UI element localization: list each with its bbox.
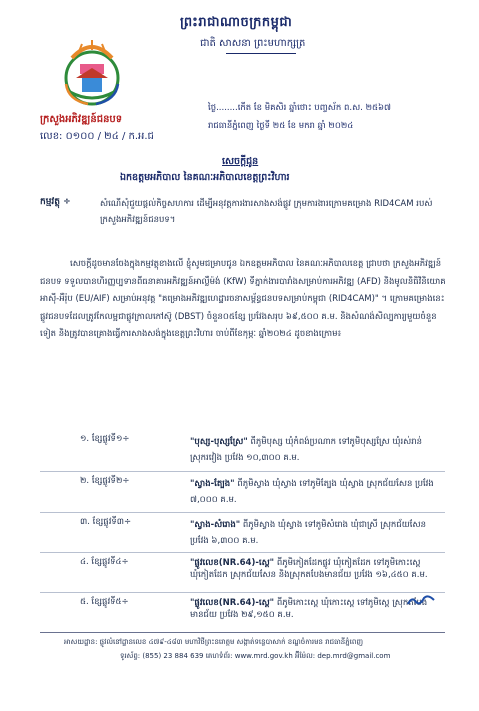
road-item-desc	[190, 434, 440, 466]
road-item-name: "ស្វាង-សំរោង"	[190, 520, 241, 530]
road-item-name: "ស្វាង-ត្បែង"	[190, 479, 235, 489]
road-item-desc	[190, 557, 440, 581]
subject-label: កម្មវត្ថុ ÷	[40, 197, 71, 207]
reference-number: លេខ: ០១០០ / ២៤ / ក.អ.ជ	[40, 131, 154, 142]
national-motto: ជាតិ សាសនា ព្រះមហាក្សត្រ	[200, 38, 306, 49]
motto-divider	[226, 53, 296, 54]
row-divider	[40, 512, 445, 513]
ministry-logo-icon	[58, 38, 126, 110]
signature-mark	[406, 592, 436, 608]
row-divider	[40, 552, 445, 553]
subject-text: សំណើសុំជួយផ្តល់កិច្ចសហការ ដើម្បីអនុវត្តការងារសាងសង់ផ្លូវ ក្រុមការងារក្រោមគម្រោង RID4CAM របស់ក្រសួងអភិវឌ្ឍន៍ជនបទ។	[100, 199, 433, 225]
road-item-detail: ពីភូមិស្វាង ឃុំស្វាង ទៅភូមិត្បែង ឃុំស្វាង ស្រុកជ័យសែន ប្រវែង ៧,០០០ គ.ម.	[190, 479, 434, 505]
road-item-desc	[190, 517, 440, 549]
road-item-name: "បុស្ស-បុស្សស្រែ"	[190, 437, 248, 447]
road-item-label: ២. ខ្សែផ្លូវទី២÷	[80, 476, 130, 486]
recipient: ឯកឧត្តមអភិបាល នៃគណៈអភិបាលខេត្តព្រះវិហារ	[120, 172, 290, 183]
road-item-name: "ផ្លូវលេខ(NR.64)-ស្ពេ"	[190, 558, 275, 568]
road-item-label: ៥. ខ្សែផ្លូវទី៥÷	[80, 597, 129, 607]
road-item-label: ៣. ខ្សែផ្លូវទី៣÷	[80, 517, 132, 527]
kingdom-heading: ព្រះរាជាណាចក្រកម្ពុជា	[180, 15, 293, 30]
row-divider	[40, 471, 445, 472]
road-item-detail: ពីភូមិស្វាង ឃុំស្វាង ទៅភូមិសំរោង ឃុំជាស្រី ស្រុកជ័យសែន ប្រវែង ៦,៣០០ គ.ម.	[190, 520, 426, 546]
road-item-detail: ពីភូមិកៀតដែកផ្លូវ ឃុំកៀតដែក ទៅភូមិកោះស្ពេ ឃុំកៀតដែក ស្រុកជ័យសែន និងស្រុកតបែងមានជ័យ ប្រវែង ១៦,៤៥០ គ.ម.	[190, 558, 428, 580]
ministry-name: ក្រសួងអភិវឌ្ឍន៍ជនបទ	[40, 114, 123, 125]
lunar-date: ថ្ងៃ........កើត ខែ មិគសិរ ឆ្នាំថោះ បញ្ចស័ក ព.ស. ២៥៦៧	[208, 103, 392, 113]
footer-address: អាសយដ្ឋាន: ផ្លូវលំនៅដ្ឋានលេខ ៤៧៩-៤៨៣ មហាវិថីព្រះនរោត្តម សង្កាត់ទន្លេបាសាក់ ខណ្ឌចំការមន រាជធានីភ្នំពេញ	[64, 638, 363, 646]
road-item-detail: ពីភូមិកោះស្ពេ ឃុំកោះស្ពេ ទៅភូមិស្ពេ ស្រុកតបែងមានជ័យ ប្រវែង ២៩,១៥០ គ.ម.	[190, 598, 428, 620]
road-item-desc	[190, 597, 440, 621]
solar-date: រាជធានីភ្នំពេញ ថ្ងៃទី ២៥ ខែ មករា ឆ្នាំ ២០២៤	[208, 121, 354, 131]
road-item-name: "ផ្លូវលេខ(NR.64)-ស្ពេ"	[190, 598, 275, 608]
document-type: សេចក្តីជូន	[222, 156, 259, 167]
road-item-desc	[190, 476, 440, 508]
footer-contact: ទូរស័ព្ទ: (855) 23 884 639 គេហទំព័រ: www.mrd.gov.kh អ៊ីម៉ែល: dep.mrd@gmail.com	[120, 652, 391, 660]
row-divider	[40, 592, 445, 593]
road-item-detail: ពីភូមិបុស្ស ឃុំកំពង់ប្រណាក ទៅភូមិបុស្សស្រែ ឃុំរស់រាន់ ស្រុករវៀង ប្រវែង ១០,៣០០ គ.ម.	[190, 437, 423, 463]
road-item-label: ១. ខ្សែផ្លូវទី១÷	[80, 434, 130, 444]
road-item-label: ៤. ខ្សែផ្លូវទី៤÷	[80, 557, 129, 567]
footer-divider	[40, 632, 445, 633]
body-paragraph: សេចក្តីដូចមានចែងក្នុងកម្មវត្ថុខាងលើ ខ្ញុំសូមជម្រាបជូន ឯកឧត្តមអភិបាល នៃគណៈអភិបាលខេត្ត ជ្រាបថា ក្រសួងអភិវឌ្ឍន៍ជនបទ ទទួលបានហិរញ្ញប្បទានពីធនាគារអភិវឌ្ឍន៍អាល្លឺម៉ង់ (KfW) ទីភ្នាក់ងារបារាំងសម្រាប់ការអភិវឌ្ឍ (AFD) និងមូលនិធិវិនិយោគអាស៊ី-អឺរ៉ុប (EU/AIF) សម្រាប់អនុវត្ត "គម្រោងអភិវឌ្ឍហេដ្ឋារចនាសម្ព័ន្ធជនបទសម្រាប់កម្ពុជា (RID4CAM)" ។ ក្រោមគម្រោងនេះ ផ្លូវជនបទដែលត្រូវកែលម្អជាផ្លូវក្រាលកៅស៊ូ (DBST) ចំនួន០៥ខ្សែ ប្រវែងសរុប ៦៩,៥០០ គ.ម. និងសំណង់សិល្បការ្យមួយចំនួនទៀត និងត្រូវបានគ្រោងធ្វើការសាងសង់ក្នុងខេត្តព្រះវិហារ ចាប់ពីខែកុម្ភៈ ឆ្នាំ២០២៤ ដូចខាងក្រោម៖	[40, 259, 446, 339]
